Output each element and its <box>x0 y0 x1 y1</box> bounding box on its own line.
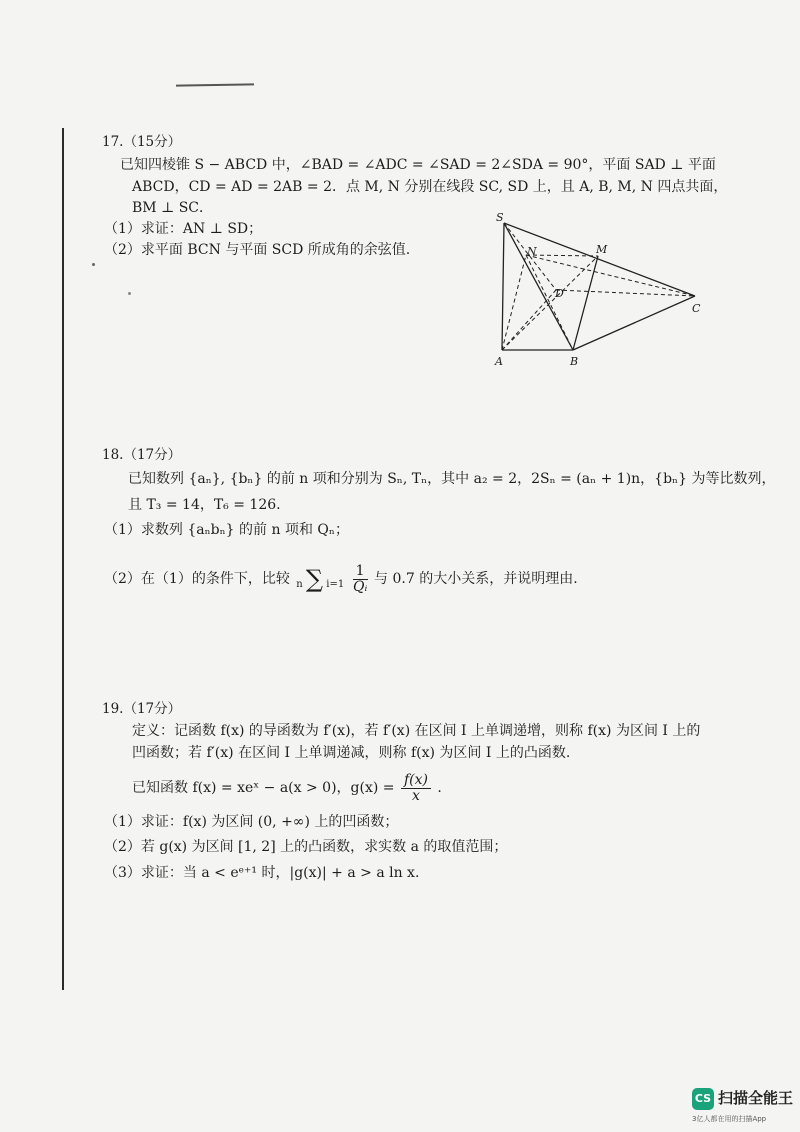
scan-speck <box>128 292 131 295</box>
edge-sc <box>504 223 695 296</box>
label-m: M <box>596 243 608 256</box>
edge-nc <box>526 255 695 296</box>
q19-given <box>132 770 442 806</box>
q18-part2 <box>104 557 578 601</box>
q19-header: 19.（17分） <box>102 701 182 717</box>
label-d: D <box>555 287 564 300</box>
q19-part2: （2）若 g(x) 为区间 [1, 2] 上的凸函数，求实数 a 的取值范围； <box>104 839 508 855</box>
q17-part2: （2）求平面 BCN 与平面 SCD 所成角的余弦值. <box>104 242 411 258</box>
sigma-symbol: ∑ <box>305 565 324 593</box>
sum-lower: i=1 <box>326 579 345 590</box>
label-a: A <box>495 355 503 368</box>
scan-top-mark <box>176 83 254 86</box>
fraction-denominator: x <box>412 787 420 804</box>
fraction-f-over-x <box>401 773 431 804</box>
edge-an <box>502 255 526 350</box>
q17-line2: ABCD，CD = AD = 2AB = 2．点 M, N 分别在线段 SC, SD 上，且 A, B, M, N 四点共面， <box>132 179 728 195</box>
q19-given-suffix: . <box>437 780 442 796</box>
q19-part3: （3）求证：当 a < eᵉ⁺¹ 时，|g(x)| + a > a ln x. <box>104 865 420 881</box>
q19-part1: （1）求证：f(x) 为区间 (0, +∞) 上的凹函数； <box>104 814 399 830</box>
sum-upper: n <box>296 579 303 590</box>
fraction-numerator: 1 <box>353 564 368 580</box>
q19-given-prefix: 已知函数 f(x) = xeˣ − a(x > 0)，g(x) = <box>132 780 395 796</box>
fraction-denominator: Qᵢ <box>352 578 368 595</box>
label-c: C <box>692 302 701 315</box>
summation <box>296 565 345 593</box>
scan-speck <box>92 263 95 266</box>
margin-rule <box>62 128 64 990</box>
edge-sa <box>502 223 504 350</box>
q18-part2-suffix: 与 0.7 的大小关系，并说明理由. <box>374 571 578 587</box>
pyramid-figure <box>480 205 720 375</box>
q18-line2: 且 T₃ = 14，T₆ = 126. <box>128 497 281 513</box>
edge-bm <box>573 256 598 350</box>
label-n: N <box>527 245 537 258</box>
camscanner-name: 扫描全能王 <box>718 1089 794 1107</box>
camscanner-tagline: 3亿人都在用的扫描App <box>692 1115 767 1123</box>
edge-bc <box>573 296 695 350</box>
q17-line1: 已知四棱锥 S − ABCD 中，∠BAD = ∠ADC = ∠SAD = 2∠SDA = 90°，平面 SAD ⊥ 平面 <box>120 157 716 173</box>
q17-header: 17.（15分） <box>102 134 182 150</box>
q19-def1: 定义：记函数 f(x) 的导函数为 f′(x)，若 f′(x) 在区间 I 上单调递增，则称 f(x) 为区间 I 上的 <box>132 723 701 739</box>
fraction-1-over-q <box>353 564 368 595</box>
label-s: S <box>496 211 504 224</box>
q17-line3: BM ⊥ SC． <box>132 200 213 216</box>
q18-part1: （1）求数列 {aₙbₙ} 的前 n 项和 Qₙ； <box>104 522 349 538</box>
q19-def2: 凹函数；若 f′(x) 在区间 I 上单调递减，则称 f(x) 为区间 I 上的凸函数. <box>132 745 571 761</box>
edge-am <box>502 256 598 350</box>
q18-part2-prefix: （2）在（1）的条件下，比较 <box>104 571 290 587</box>
edge-dc <box>556 290 695 296</box>
q18-header: 18.（17分） <box>102 447 182 463</box>
label-b: B <box>570 355 579 368</box>
q18-line1: 已知数列 {aₙ}, {bₙ} 的前 n 项和分别为 Sₙ, Tₙ，其中 a₂ = 2，2Sₙ = (aₙ + 1)n，{bₙ} 为等比数列， <box>128 471 776 487</box>
q17-part1: （1）求证：AN ⊥ SD； <box>104 221 263 237</box>
fraction-numerator: f(x) <box>401 773 431 789</box>
camscanner-logo: CS <box>692 1088 714 1110</box>
